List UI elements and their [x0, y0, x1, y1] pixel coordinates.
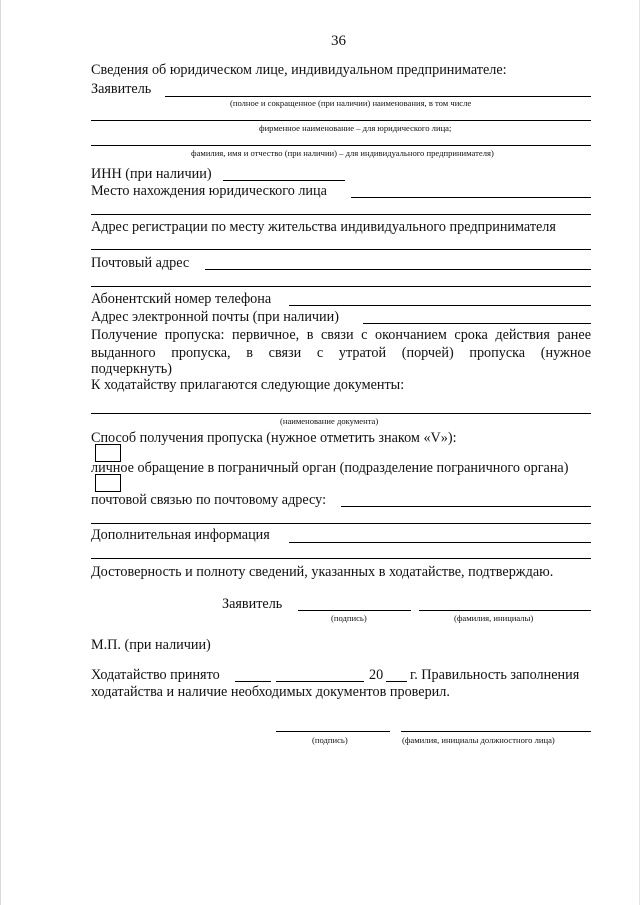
- official-name-line[interactable]: [401, 731, 591, 732]
- accepted-text-line2: ходатайства и наличие необходимых документов проверил.: [91, 684, 450, 700]
- accepted-text-part3: г. Правильность заполнения: [410, 667, 580, 683]
- documents-line[interactable]: [91, 413, 591, 414]
- applicant-caption-3: фамилия, имя и отчество (при наличии) – для индивидуального предпринимателя): [191, 148, 494, 158]
- signature-caption: (подпись): [331, 613, 367, 623]
- pass-receipt-line-2: выданного пропуска, в связи с утратой (порчей) пропуска (нужное: [91, 345, 591, 361]
- personal-visit-option: личное обращение в пограничный орган (подразделение пограничного органа): [91, 460, 569, 476]
- inn-label: ИНН (при наличии): [91, 166, 212, 182]
- applicant-name-line[interactable]: [165, 96, 591, 97]
- legal-address-line-2[interactable]: [91, 214, 591, 215]
- additional-info-line-2[interactable]: [91, 558, 591, 559]
- section-title: Сведения об юридическом лице, индивидуальном предпринимателе:: [91, 62, 507, 78]
- documents-label: К ходатайству прилагаются следующие документы:: [91, 377, 405, 393]
- pass-receipt-line-3: подчеркнуть): [91, 361, 172, 377]
- phone-label: Абонентский номер телефона: [91, 291, 272, 307]
- method-label: Способ получения пропуска (нужное отметить знаком «V»):: [91, 430, 457, 446]
- official-signature-line[interactable]: [276, 731, 390, 732]
- postal-address-label: Почтовый адрес: [91, 255, 190, 271]
- accepted-year-line[interactable]: [386, 681, 407, 682]
- documents-caption: (наименование документа): [280, 416, 379, 426]
- postal-delivery-option: почтовой связью по почтовому адресу:: [91, 492, 327, 508]
- page-number: 36: [331, 33, 346, 49]
- applicant-name-line-2[interactable]: [91, 120, 591, 121]
- accepted-text-part1: Ходатайство принято: [91, 667, 220, 683]
- applicant-label: Заявитель: [91, 81, 152, 97]
- applicant-name-initials-line[interactable]: [419, 610, 591, 611]
- additional-info-label: Дополнительная информация: [91, 527, 270, 543]
- applicant-name-line-3[interactable]: [91, 145, 591, 146]
- phone-field-line[interactable]: [289, 305, 591, 306]
- ip-address-label: Адрес регистрации по месту жительства индивидуального предпринимателя: [91, 219, 556, 235]
- official-signature-caption: (подпись): [312, 735, 348, 745]
- legal-address-line[interactable]: [351, 197, 591, 198]
- seal-label: М.П. (при наличии): [91, 637, 211, 653]
- postal-delivery-line[interactable]: [341, 506, 591, 507]
- legal-address-label: Место нахождения юридического лица: [91, 183, 327, 199]
- email-field-line[interactable]: [363, 323, 591, 324]
- pass-receipt-line-1: Получение пропуска: первичное, в связи с окончанием срока действия ранее: [91, 327, 591, 343]
- postal-delivery-checkbox[interactable]: [95, 474, 121, 492]
- applicant-caption-1: (полное и сокращенное (при наличии) наименования, в том числе: [230, 98, 472, 108]
- email-label: Адрес электронной почты (при наличии): [91, 309, 339, 325]
- accepted-year-prefix: 20: [369, 667, 384, 683]
- postal-delivery-line-2[interactable]: [91, 523, 591, 524]
- signature-label: Заявитель: [222, 596, 283, 612]
- applicant-caption-2: фирменное наименование – для юридического лица;: [259, 123, 452, 133]
- accepted-month-line[interactable]: [276, 681, 364, 682]
- postal-address-line-2[interactable]: [91, 286, 591, 287]
- postal-address-line[interactable]: [205, 269, 591, 270]
- inn-field-line[interactable]: [223, 180, 345, 181]
- confirmation-text: Достоверность и полноту сведений, указанных в ходатайстве, подтверждаю.: [91, 564, 554, 580]
- applicant-signature-line[interactable]: [298, 610, 411, 611]
- ip-address-line[interactable]: [91, 249, 591, 250]
- additional-info-line[interactable]: [289, 542, 591, 543]
- accepted-day-line[interactable]: [235, 681, 271, 682]
- official-name-caption: (фамилия, инициалы должностного лица): [402, 735, 555, 745]
- name-initials-caption: (фамилия, инициалы): [454, 613, 534, 623]
